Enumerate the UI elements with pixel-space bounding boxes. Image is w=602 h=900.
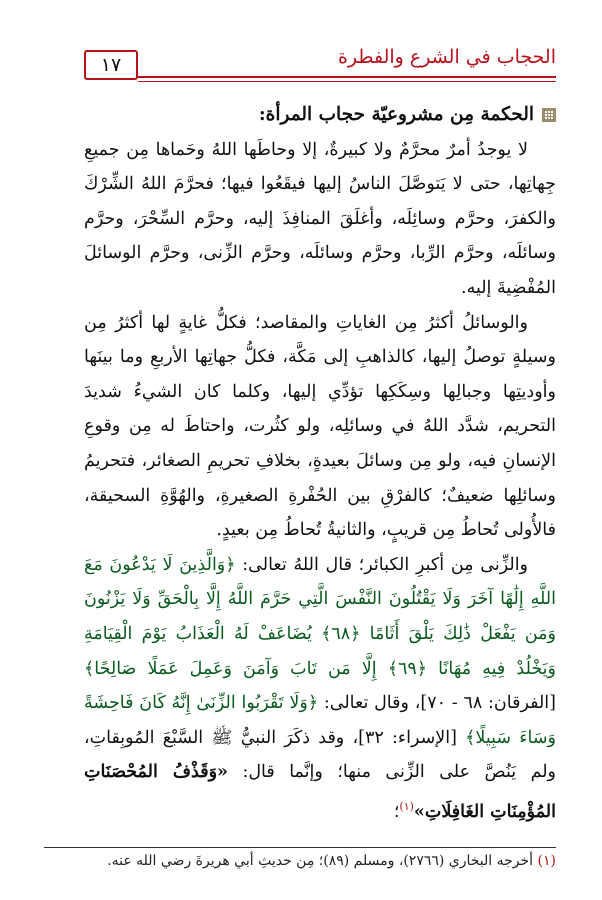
footnote-reference[interactable]: (١)	[399, 799, 414, 813]
paragraph-3-start: والزِّنى مِن أكبرِ الكبائر؛ قال اللهُ تعالى:	[235, 554, 529, 575]
quran-verse-furqan: ﴿وَالَّذِينَ لَا يَدْعُونَ مَعَ اللَّهِ إِلَٰهًا آخَرَ وَلَا يَقْتُلُونَ النَّفْسَ الَّتِي حَرَّمَ اللَّهُ إِلَّا بِالْحَقِّ وَلَا يَزْنُونَ وَمَن يَفْعَلْ ذَٰلِكَ يَلْقَ أَثَامًا ﴿٦٨﴾ يُضَاعَفْ لَهُ الْعَذَابُ يَوْمَ الْقِيَامَةِ وَيَخْلُدْ فِيهِ مُهَانًا ﴿٦٩﴾ إِلَّا مَن تَابَ وَآمَنَ وَعَمِلَ عَمَلًا صَالِحًا﴾	[84, 554, 557, 679]
page-number: ١٧	[84, 50, 138, 80]
quran-verse-isra: ﴿وَلَا تَقْرَبُوا الزِّنَىٰ إِنَّهُ كَانَ فَاحِشَةً وَسَاءَ سَبِيلًا﴾	[84, 693, 556, 748]
section-heading	[84, 98, 556, 133]
paragraph-3	[84, 548, 556, 830]
header-rule	[138, 76, 556, 78]
quran-ref-isra: [الإسراء: ٣٢]، وقد ذكَرَ النبيُّ ﷺ السَّبْعَ المُوبِقاتِ، ولم يَنُصَّ على الزِّنى منها؛ وإنَّما قال:	[84, 727, 556, 783]
paragraph-2: والوسائلُ أكثرُ مِن الغاياتِ والمقاصد؛ فكلُّ غايةٍ لها أكثرُ مِن وسيلةٍ توصلُ إليها، كالذاهبِ إلى مَكَّة، فكلُّ جهاتِها الأربعِ وما بينَها وأوديتِها وجبالِها وسِكَكِها تؤدِّي إليها، وكلما كان الشيءُ شديدَ التحريم، شدَّد اللهُ في وسائلِه، ولو كثُرت، واحتاطَ له مِن وقوعِ الإنسانِ فيه، ولو مِن وسائلَ بعيدةٍ، بخلافِ تحريمِ الصغائر، فتحريمُ وسائلِها ضعيفٌ؛ كالفرْقِ بين الحُفْرةِ الصغيرةِ، والهُوَّةِ السحيقة، فالأُولى تُحاطُ مِن قريبٍ، والثانيةُ تُحاطُ مِن بعيدٍ.	[84, 312, 556, 541]
footnote-marker: (١)	[537, 853, 556, 869]
page-header	[84, 46, 556, 84]
header-rule-thin	[138, 81, 556, 82]
section-heading-text: الحكمة مِن مشروعيّة حجاب المرأة:	[258, 104, 534, 125]
quran-ref-furqan: [الفرقان: ٦٨ - ٧٠]، وقال تعالى:	[318, 693, 556, 714]
footnote	[44, 851, 556, 871]
footnote-divider	[44, 847, 556, 848]
main-text	[84, 98, 556, 829]
ornament-icon	[542, 108, 556, 122]
paragraph-3-end: ؛	[393, 801, 400, 822]
hadith-quote: «وَقَذْفُ المُحْصَنَاتِ المُؤْمِنَاتِ الغَافِلَاتِ»	[84, 762, 556, 822]
running-title: الحجاب في الشرع والفطرة	[337, 46, 556, 68]
paragraph-1: لا يوجدُ أمرٌ محرَّمٌ ولا كبيرةٌ، إلا وحاطَها اللهُ وحَماها مِن جميعِ جِهاتِها، حتى لا يَتوصَّلَ الناسُ إليها فيقَعُوا فيها؛ فحرَّمَ اللهُ الشِّرْكَ والكفرَ، وحرَّم وسائِلَه، وأغلَقَ المنافِذَ إليه، وحرَّم السِّحْرَ، وحرَّم وسائلَه، وحرَّم الرِّبا، وحرَّم وسائلَه، وحرَّم الزِّنى، وحرَّم الوسائلَ المُفْضِيةَ إليه.	[84, 139, 556, 298]
footnote-text: أخرجه البخاري (٢٧٦٦)، ومسلم (٨٩)؛ مِن حديثِ أبي هريرةَ رضي الله عنه.	[107, 853, 534, 869]
